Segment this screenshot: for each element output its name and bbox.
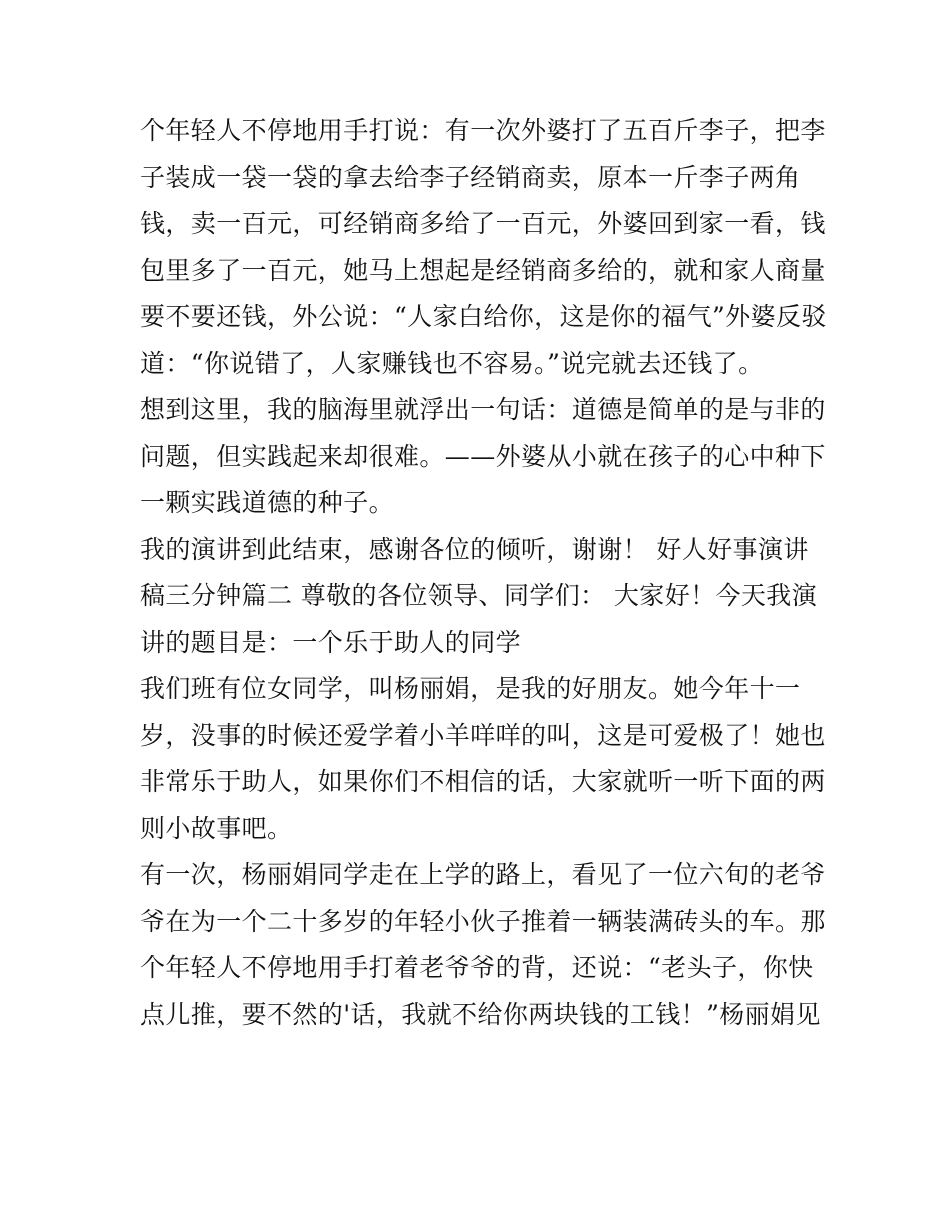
text-line: 点儿推，要不然的'话，我就不给你两块钱的工钱！”杨丽娟见 [140,999,821,1029]
text-line: 稿三分钟篇二 尊敬的各位领导、同学们： 大家好！今天我演 [140,581,818,610]
text-line: 道：“你说错了，人家赚钱也不容易。”说完就去还钱了。 [140,348,764,378]
text-line: 想到这里，我的脑海里就浮出一句话：道德是简单的是与非的 [140,395,826,424]
text-line: 个年轻人不停地用手打着老爷爷的背，还说：“老头子，你快 [140,953,814,982]
text-line: 爷在为一个二十多岁的年轻小伙子推着一辆装满砖头的车。那 [140,906,826,936]
text-line: 要不要还钱，外公说：“人家白给你，这是你的福气”外婆反驳 [140,302,827,331]
text-line: 包里多了一百元，她马上想起是经销商多给的，就和家人商量 [140,255,826,285]
text-line: 钱，卖一百元，可经销商多给了一百元，外婆回到家一看，钱 [140,209,826,238]
text-line: 子装成一袋一袋的拿去给李子经销商卖，原本一斤李子两角 [140,162,801,192]
text-line: 则小故事吧。 [140,813,293,843]
text-line: 一颗实践道德的种子。 [140,488,395,517]
text-line: 问题，但实践起来却很难。——外婆从小就在孩子的心中种下 [140,441,826,471]
text-line: 个年轻人不停地用手打说：有一次外婆打了五百斤李子，把李 [140,116,826,145]
text-line: 非常乐于助人，如果你们不相信的话，大家就听一听下面的两 [140,767,826,796]
text-line: 讲的题目是：一个乐于助人的同学 [140,627,522,657]
text-line: 我们班有位女同学，叫杨丽娟，是我的好朋友。她今年十一 [140,674,801,703]
text-line: 岁，没事的时候还爱学着小羊咩咩的叫，这是可爱极了！她也 [140,720,826,750]
body-text [140,108,827,1038]
text-line: 我的演讲到此结束，感谢各位的倾听，谢谢！ 好人好事演讲 [140,534,809,564]
text-line: 有一次，杨丽娟同学走在上学的路上，看见了一位六旬的老爷 [140,860,826,889]
